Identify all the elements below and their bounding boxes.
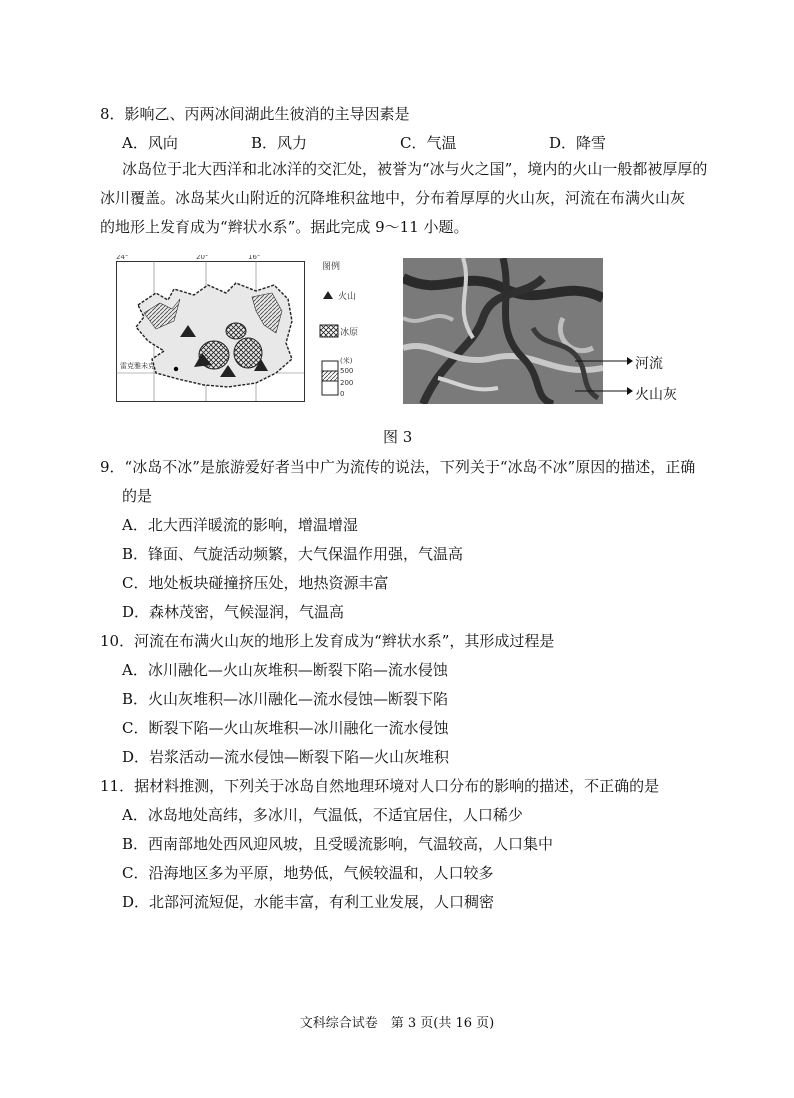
legend-volcano-icon [323,291,333,299]
intro-line-2: 冰川覆盖。冰岛某火山附近的沉降堆积盆地中，分布着厚厚的火山灰，河流在布满火山灰 [100,189,686,207]
legend-scale-unit: (米) [340,357,353,365]
figure-caption: 图 3 [383,428,413,446]
intro-line-1: 冰岛位于北大西洋和北冰洋的交汇处，被誉为“冰与火之国”，境内的火山一般都被厚厚的 [122,160,708,178]
braided-river-graphic [403,258,603,404]
legend-scale-0: 0 [340,390,345,398]
map-city-label: 雷克雅未克 [120,362,155,370]
legend-scale-200: 200 [340,379,354,387]
iceland-map-graphic [116,255,376,405]
q10-option-c: C．断裂下陷—火山灰堆积—冰川融化一流水侵蚀 [122,719,449,737]
legend-scale-low [322,381,338,395]
q11-option-a: A．冰岛地处高纬，多冰川，气温低，不适宜居住，人口稀少 [122,806,523,824]
q8-option-b: B．风力 [251,134,308,152]
legend-scale-500: 500 [340,367,354,375]
iceland-map [116,255,376,405]
legend-volcano-label: 火山 [338,292,357,302]
q10-option-a: A．冰川融化—火山灰堆积—断裂下陷—流水侵蚀 [122,661,448,679]
map-lon-24: 24° [116,255,129,261]
photo-callout-arrows [575,355,635,400]
q8-option-d: D．降雪 [549,134,607,152]
intro-paragraph-cont [100,184,690,242]
q9-stem-line-2: 的是 [122,487,153,505]
intro-paragraph [122,155,712,184]
q8-option-c: C．气温 [400,134,457,152]
q8-stem: 8．影响乙、丙两冰间湖此生彼消的主导因素是 [100,105,410,123]
legend-scale-high [322,361,338,371]
q11-option-d: D．北部河流短促，水能丰富，有利工业发展，人口稠密 [122,893,495,911]
braided-river-photo [403,258,603,404]
q11-option-b: B．西南部地处西风迎风坡，且受暖流影响，气温较高，人口集中 [122,835,554,853]
q10-stem: 10．河流在布满火山灰的地形上发育成为“辫状水系”，其形成过程是 [100,632,555,650]
legend-scale-mid [322,371,338,381]
page-footer: 文科综合试卷 第 3 页(共 16 页) [299,1016,495,1031]
map-lon-16: 16° [248,255,261,261]
q9-option-d: D．森林茂密，气候湿润，气温高 [122,603,345,621]
photo-label-river: 河流 [635,356,663,372]
q10-option-b: B．火山灰堆积—冰川融化—流水侵蚀—断裂下陷 [122,690,449,708]
legend-icefield-label: 冰原 [340,328,359,338]
legend-title: 图例 [322,262,341,272]
legend-icefield-swatch [320,325,338,337]
q8-option-a: A．风向 [122,134,178,152]
q9-option-b: B．锋面、气旋活动频繁，大气保温作用强，气温高 [122,545,464,563]
map-lon-20: 20° [196,255,209,261]
intro-line-3: 的地形上发育成为“辫状水系”。据此完成 9～11 小题。 [100,218,469,236]
q9-stem-line-1: 9．“冰岛不冰”是旅游爱好者当中广为流传的说法，下列关于“冰岛不冰”原因的描述，正确 [100,458,696,476]
q11-option-c: C．沿海地区多为平原，地势低，气候较温和，人口较多 [122,864,494,882]
q9-option-a: A．北大西洋暖流的影响，增温增湿 [122,516,358,534]
photo-label-ash: 火山灰 [635,387,677,403]
q9-option-c: C．地处板块碰撞挤压处，地热资源丰富 [122,574,389,592]
q10-option-d: D．岩浆活动—流水侵蚀—断裂下陷—火山灰堆积 [122,748,450,766]
q11-stem: 11．据材料推测，下列关于冰岛自然地理环境对人口分布的影响的描述，不正确的是 [100,777,660,795]
